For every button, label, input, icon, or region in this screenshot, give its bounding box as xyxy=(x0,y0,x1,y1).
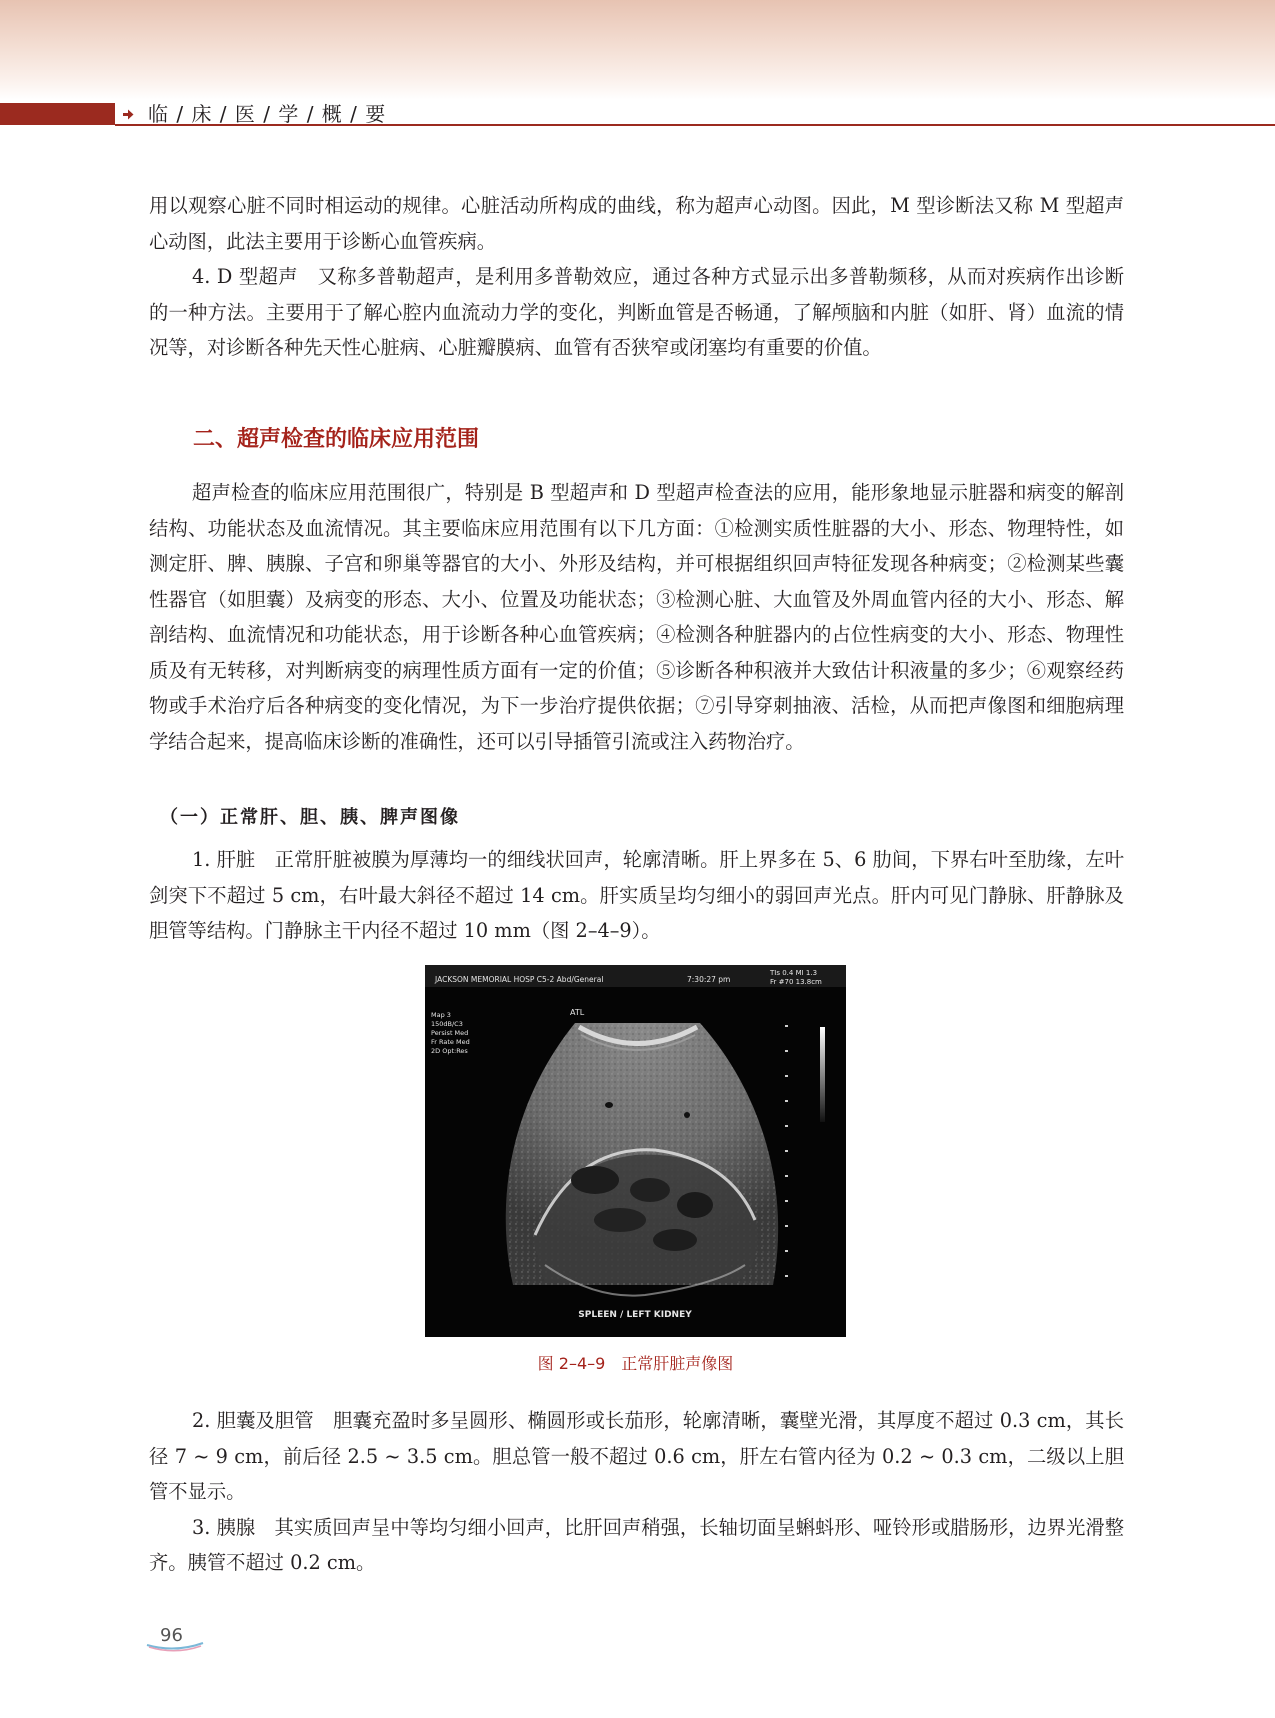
book-title: 临 / 床 / 医 / 学 / 概 / 要 xyxy=(148,102,387,126)
overlay-atl-text: ATL xyxy=(570,1008,585,1017)
overlay-bottom-label: SPLEEN / LEFT KIDNEY xyxy=(578,1310,692,1320)
paragraph-m-mode: 用以观察心脏不同时相运动的规律。心脏活动所构成的曲线，称为超声心动图。因此，M 型诊断法又称 M 型超声心动图，此法主要用于诊断心血管疾病。 xyxy=(149,194,1124,253)
page-number: 96 xyxy=(160,1625,183,1646)
top-decorative-band xyxy=(0,0,1275,100)
overlay-left-line: Persist Med xyxy=(431,1029,469,1037)
overlay-time-text: 7:30:27 pm xyxy=(687,975,731,984)
arrow-right-icon xyxy=(118,104,139,125)
paragraph-d-mode: 4. D 型超声 又称多普勒超声，是利用多普勒效应，通过各种方式显示出多普勒频移，从而对疾病作出诊断的一种方法。主要用于了解心腔内血流动力学的变化，判断血管是否畅通，了解颅脑和内脏（如肝、肾）血流的情况等，对诊断各种先天性心脏病、心脏瓣膜病、血管有否狭窄或闭塞均有重要的价值。 xyxy=(149,265,1124,359)
overlay-header-text: JACKSON MEMORIAL HOSP C5-2 Abd/General xyxy=(435,975,604,984)
paragraph-liver: 1. 肝脏 正常肝脏被膜为厚薄均一的细线状回声，轮廓清晰。肝上界多在 5、6 肋间，下界右叶至肋缘，左叶剑突下不超过 5 cm，右叶最大斜径不超过 14 cm。肝实质呈均匀细小的弱回声光点。肝内可见门静脉、肝静脉及胆管等结构。门静脉主干内径不超过 10 mm（图 2–4–9）。 xyxy=(149,848,1124,942)
paragraph-pancreas: 3. 胰腺 其实质回声呈中等均匀细小回声，比肝回声稍强，长轴切面呈蝌蚪形、哑铃形或腊肠形，边界光滑整齐。胰管不超过 0.2 cm。 xyxy=(149,1515,1124,1574)
paragraph-applications: 超声检查的临床应用范围很广，特别是 B 型超声和 D 型超声检查法的应用，能形象地显示脏器和病变的解剖结构、功能状态及血流情况。其主要临床应用范围有以下几方面：①检测实质性脏器的大小、形态、物理特性，如测定肝、脾、胰腺、子宫和卵巢等器官的大小、外形及结构，并可根据组织回声特征发现各种病变；②检测某些囊性器官（如胆囊）及病变的形态、大小、位置及功能状态；③检测心脏、大血管及外周血管内径的大小、形态、解剖结构、血流情况和功能状态，用于诊断各种心血管疾病；④检测各种脏器内的占位性病变的大小、形态、物理性质及有无转移，对判断病变的病理性质方面有一定的价值；⑤诊断各种积液并大致估计积液量的多少；⑥观察经药物或手术治疗后各种病变的变化情况，为下一步治疗提供依据；⑦引导穿刺抽液、活检，从而把声像图和细胞病理学结合起来，提高临床诊断的准确性，还可以引导插管引流或注入药物治疗。 xyxy=(149,481,1124,753)
section-one-text xyxy=(149,188,1124,366)
overlay-left-line: 2D Opt:Res xyxy=(431,1047,468,1055)
paragraph-gallbladder: 2. 胆囊及胆管 胆囊充盈时多呈圆形、椭圆形或长茄形，轮廓清晰，囊壁光滑，其厚度不超过 0.3 cm，其长径 7 ~ 9 cm，前后径 2.5 ~ 3.5 cm。胆总管一般不超过 0.6 cm，肝左右管内径为 0.2 ~ 0.3 cm，二级以上胆管不显示。 xyxy=(149,1409,1124,1503)
overlay-left-line: Map 3 xyxy=(431,1011,451,1019)
overlay-left-line: 150dB/C3 xyxy=(431,1020,463,1028)
ultrasound-graphic xyxy=(425,965,846,1337)
after-figure-text xyxy=(149,1403,1124,1581)
overlay-fr-text: Fr #70 13.8cm xyxy=(770,978,822,986)
overlay-left-line: Fr Rate Med xyxy=(431,1038,470,1046)
subsection-heading: （一）正常肝、胆、胰、脾声图像 xyxy=(160,807,460,828)
section-heading: 二、超声检查的临床应用范围 xyxy=(193,427,480,452)
overlay-ti-text: TIs 0.4 MI 1.3 xyxy=(770,969,818,977)
figure-caption: 图 2–4–9 正常肝脏声像图 xyxy=(537,1354,734,1373)
ultrasound-image xyxy=(425,965,846,1337)
header-bar xyxy=(0,103,115,125)
